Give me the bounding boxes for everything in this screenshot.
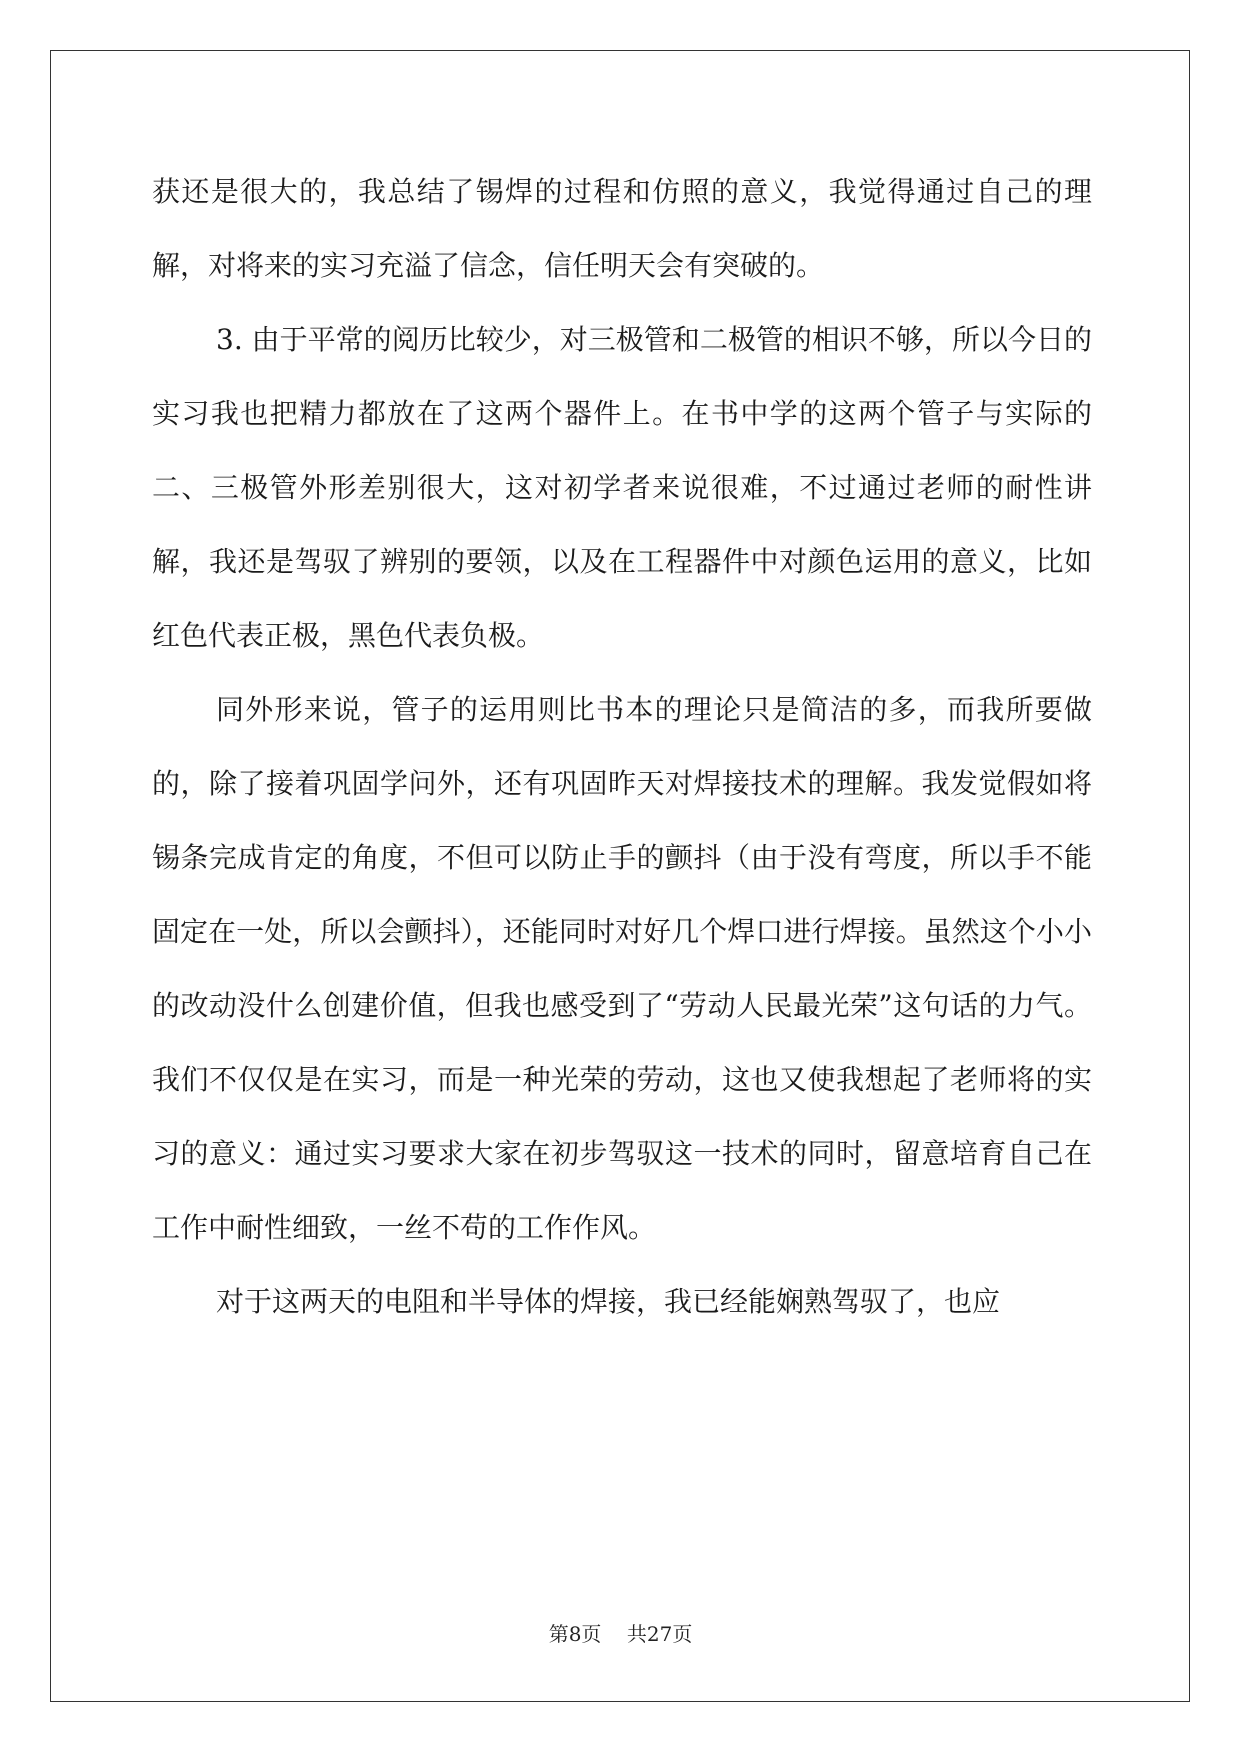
total-pages: 27	[646, 1622, 673, 1646]
paragraph-2: 3. 由于平常的阅历比较少，对三极管和二极管的相识不够，所以今日的实习我也把精力都放在了这两个器件上。在书中学的这两个管子与实际的二、三极管外形差别很大，这对初学者来说很难，不过通过老师的耐性讲解，我还是驾驭了辨别的要领，以及在工程器件中对颜色运用的意义，比如红色代表正极，黑色代表负极。	[152, 323, 1092, 652]
total-prefix: 共	[626, 1622, 647, 1646]
total-suffix: 页	[672, 1622, 693, 1646]
page-prefix: 第	[548, 1622, 569, 1646]
paragraph-4: 对于这两天的电阻和半导体的焊接，我已经能娴熟驾驭了，也应	[216, 1285, 1001, 1318]
paragraph-3: 同外形来说，管子的运用则比书本的理论只是简洁的多，而我所要做的，除了接着巩固学问外，还有巩固昨天对焊接技术的理解。我发觉假如将锡条完成肯定的角度，不但可以防止手的颤抖（由于没有弯度，所以手不能固定在一处，所以会颤抖），还能同时对好几个焊口进行焊接。虽然这个小小的改动没什么创建价值，但我也感受到了“劳动人民最光荣”这句话的力气。我们不仅仅是在实习，而是一种光荣的劳动，这也又使我想起了老师将的实习的意义：通过实习要求大家在初步驾驭这一技术的同时，留意培育自己在工作中耐性细致，一丝不苟的工作作风。	[152, 693, 1092, 1244]
page-number: 8	[568, 1622, 582, 1646]
document-body	[152, 155, 1092, 1339]
page-footer	[0, 1618, 1241, 1647]
paragraph-1: 获还是很大的，我总结了锡焊的过程和仿照的意义，我觉得通过自己的理解，对将来的实习充溢了信念，信任明天会有突破的。	[152, 175, 1092, 282]
page-suffix: 页	[581, 1622, 602, 1646]
